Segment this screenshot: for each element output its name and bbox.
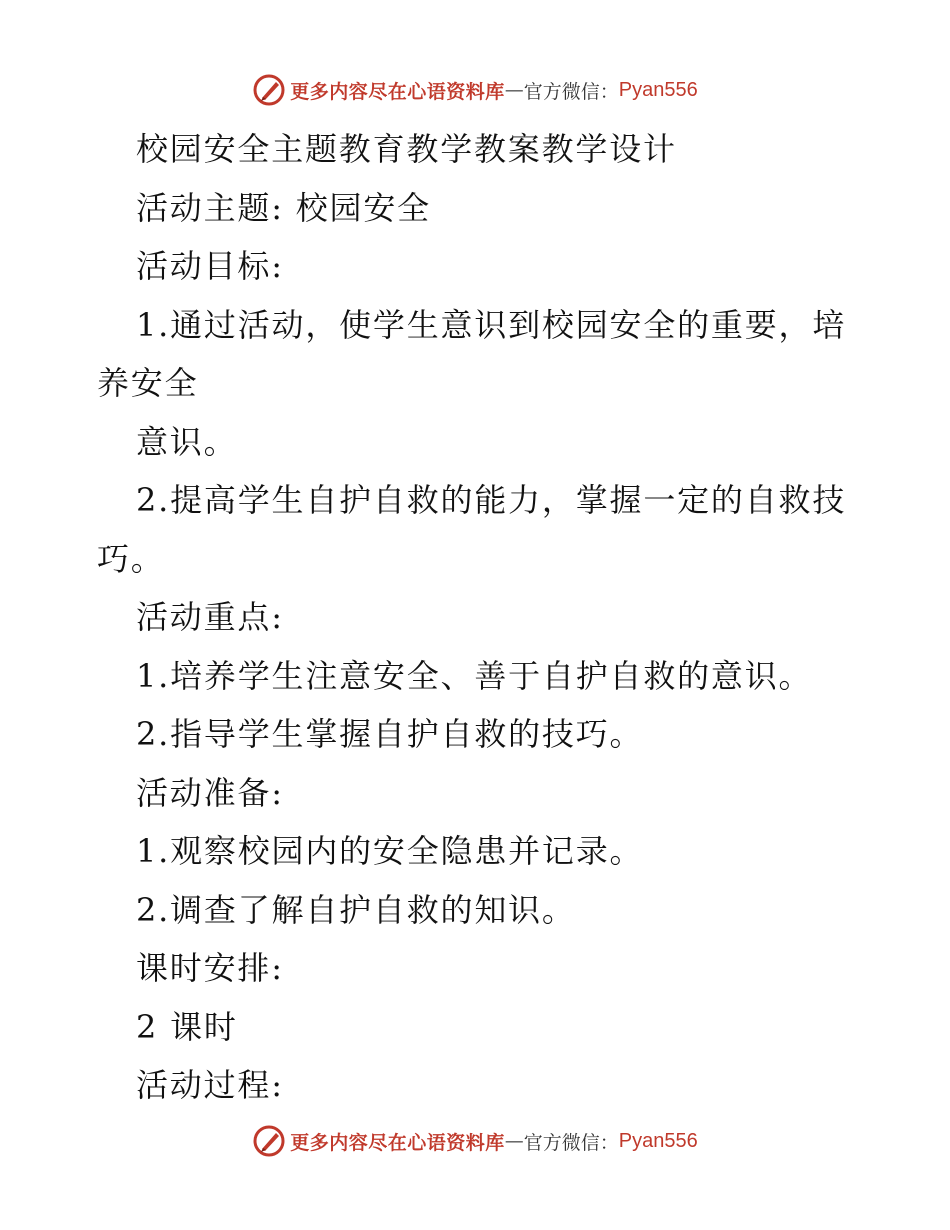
preparation-item-1: 1.观察校园内的安全隐患并记录。 [136,832,644,870]
banner-wechat-id: Pyan556 [618,1129,698,1152]
goal-item-2-line-1: 2.提高学生自护自救的能力，掌握一定的自救技 [136,481,847,519]
goal-item-1-line-3: 意识。 [136,422,238,461]
preparation-item-2: 2.调查了解自护自救的知识。 [136,890,576,929]
banner-slogan: 更多内容尽在心语资料库 [290,1131,505,1154]
key-point-item-1: 1.培养学生注意安全、善于自护自救的意识。 [136,656,813,695]
goal-item-1-line-2: 养安全 [97,364,199,402]
preparation-heading: 活动准备: [136,773,284,812]
document-title: 校园安全主题教育教学教案教学设计 [136,130,677,168]
banner-wechat-label: 官方微信： [523,80,619,103]
quill-pen-logo-icon [252,1124,286,1158]
banner-separator: — [504,1130,524,1152]
process-heading: 活动过程: [136,1066,284,1104]
activity-theme: 活动主题: 校园安全 [136,188,431,227]
banner-separator: — [504,79,524,101]
goal-heading: 活动目标: [136,247,284,285]
footer-banner [0,1121,950,1161]
schedule-heading: 课时安排: [136,949,284,987]
document-body [97,120,862,1115]
banner-slogan: 更多内容尽在心语资料库 [290,80,505,103]
banner-wechat-label: 官方微信： [523,1131,619,1154]
quill-pen-logo-icon [252,73,286,107]
key-points-heading: 活动重点: [136,598,284,636]
schedule-value: 2 课时 [136,1007,238,1046]
header-banner [0,70,950,110]
key-point-item-2: 2.指导学生掌握自护自救的技巧。 [136,715,644,753]
goal-item-1-line-1: 1.通过活动，使学生意识到校园安全的重要，培 [136,305,847,344]
goal-item-2-line-2: 巧。 [97,539,165,578]
banner-wechat-id: Pyan556 [618,78,698,101]
